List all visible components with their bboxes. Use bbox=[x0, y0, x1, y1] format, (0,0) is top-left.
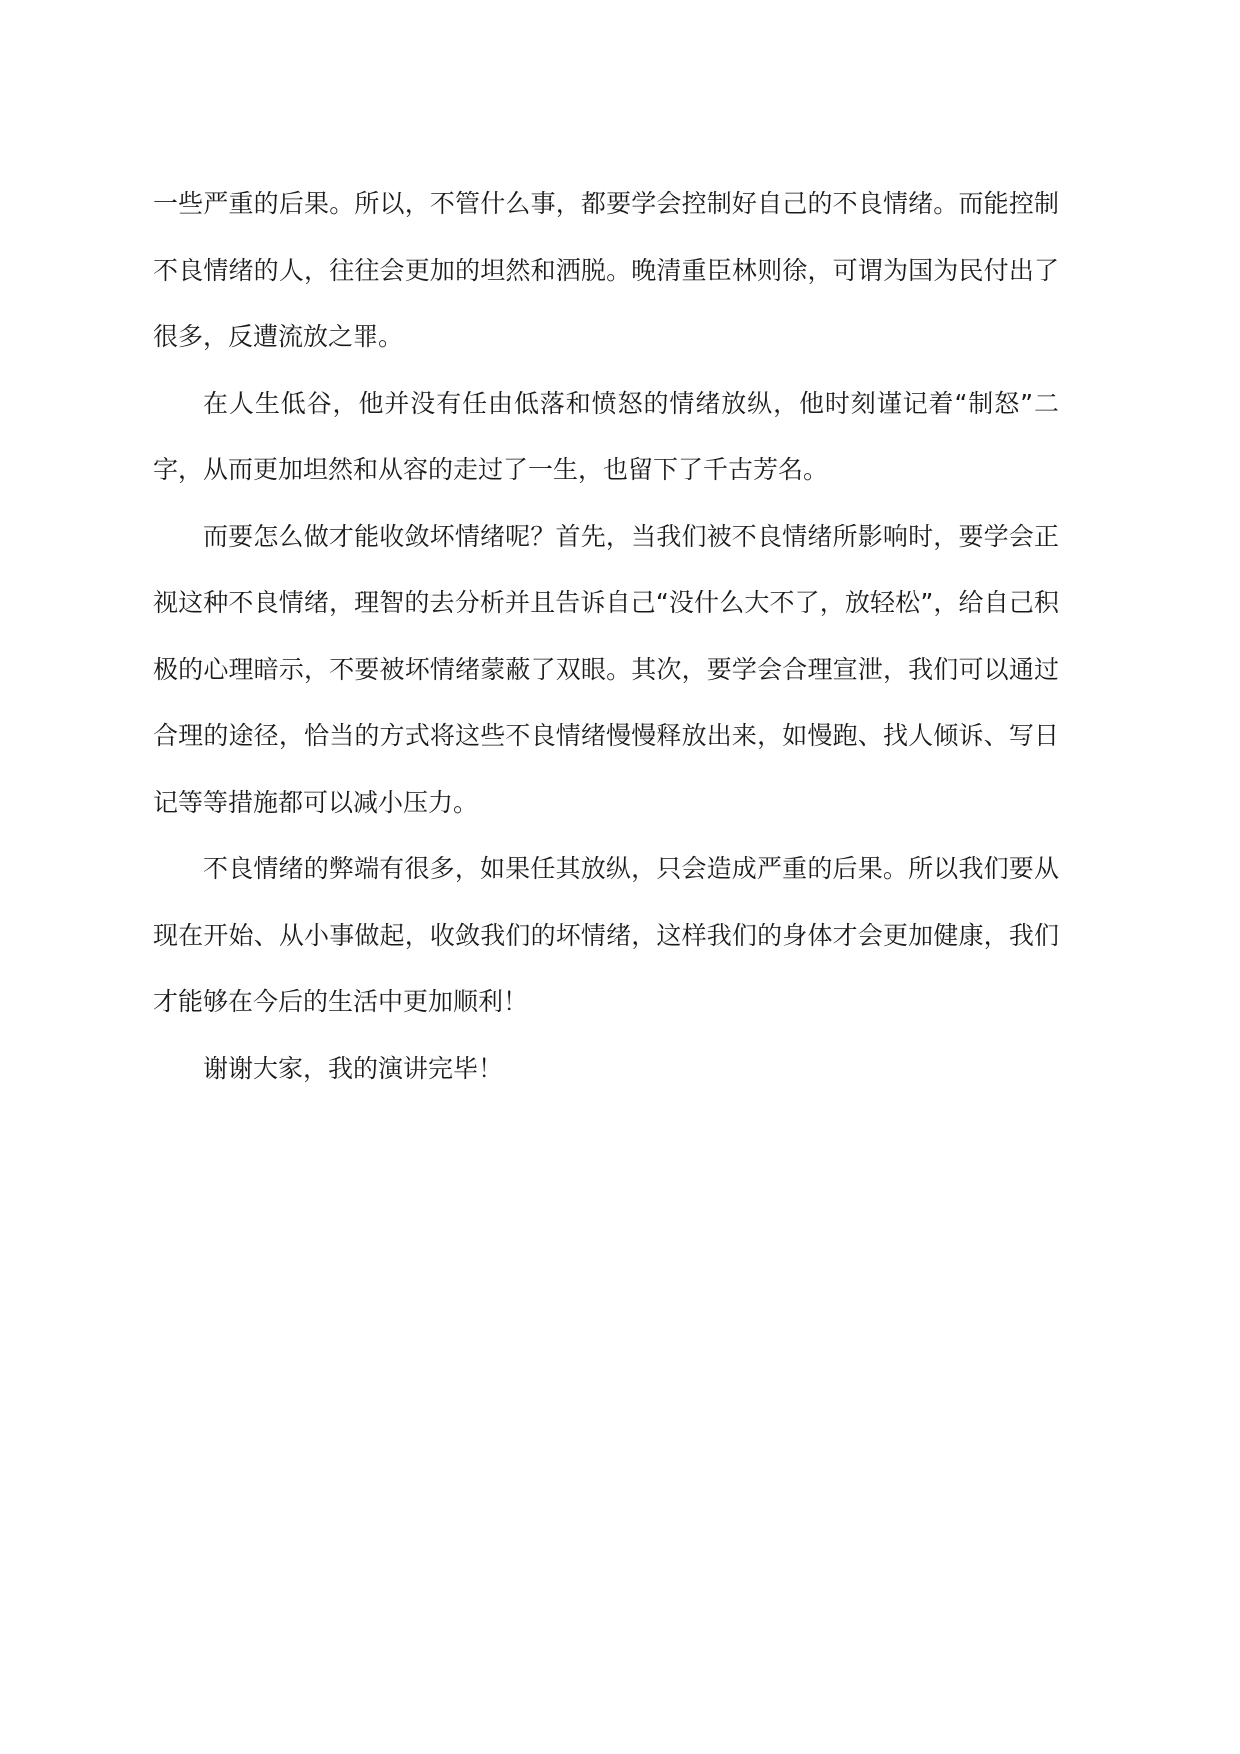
paragraph-continuation: 一些严重的后果。所以，不管什么事，都要学会控制好自己的不良情绪。而能控制不良情绪的人，往往会更加的坦然和洒脱。晚清重臣林则徐，可谓为国为民付出了很多，反遭流放之罪。 bbox=[153, 189, 1059, 351]
paragraph-conclusion: 不良情绪的弊端有很多，如果任其放纵，只会造成严重的后果。所以我们要从现在开始、从小事做起，收敛我们的坏情绪，这样我们的身体才会更加健康，我们才能够在今后的生活中更加顺利！ bbox=[153, 854, 1059, 1016]
paragraph-closing-thanks: 谢谢大家，我的演讲完毕！ bbox=[203, 1053, 504, 1083]
speech-body bbox=[153, 171, 1059, 1102]
paragraph-how-to-control-emotions: 而要怎么做才能收敛坏情绪呢？首先，当我们被不良情绪所影响时，要学会正视这种不良情绪，理智的去分析并且告诉自己“没什么大不了，放轻松”，给自己积极的心理暗示，不要被坏情绪蒙蔽了双眼。其次，要学会合理宣泄，我们可以通过合理的途径，恰当的方式将这些不良情绪慢慢释放出来，如慢跑、找人倾诉、写日记等等措施都可以减小压力。 bbox=[153, 521, 1059, 817]
paragraph-lin-zexu: 在人生低谷，他并没有任由低落和愤怒的情绪放纵，他时刻谨记着“制怒”二字，从而更加坦然和从容的走过了一生，也留下了千古芳名。 bbox=[153, 388, 1059, 484]
